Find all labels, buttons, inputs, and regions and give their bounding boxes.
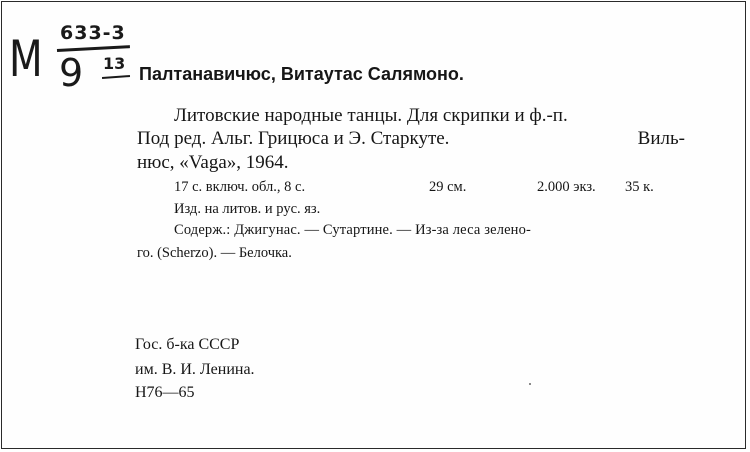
title-line-1: Литовские народные танцы. Для скрипки и ф.-п. <box>174 105 568 126</box>
author-heading: Палтанавичюс, Витаутас Салямоно. <box>139 64 464 84</box>
holder-line-3: Н76—65 <box>135 384 195 401</box>
catalog-card <box>1 1 746 449</box>
shelfmark-bottom-left: 9 <box>59 51 84 95</box>
title-line-2-left: Под ред. Альг. Грицюса и Э. Старкуте. <box>137 128 450 149</box>
physical-price: 35 к. <box>625 179 654 195</box>
language-note: Изд. на литов. и рус. яз. <box>174 201 321 217</box>
shelfmark-underline <box>102 75 130 79</box>
physical-copies: 2.000 экз. <box>537 179 596 195</box>
shelfmark-letter: M <box>9 30 43 88</box>
physical-size: 29 см. <box>429 179 467 195</box>
title-line-3: нюс, «Vaga», 1964. <box>137 152 289 173</box>
title-line-2-right: Виль- <box>637 128 685 149</box>
physical-pages: 17 с. включ. обл., 8 с. <box>174 179 306 195</box>
speck <box>529 383 531 385</box>
holder-line-2: им. В. И. Ленина. <box>135 361 255 378</box>
title-line-2 <box>137 128 685 152</box>
holder-line-1: Гос. б-ка СССР <box>135 336 240 353</box>
contents-line-1: Содерж.: Джигунас. — Сутартине. — Из-за леса зелено- <box>174 222 531 238</box>
contents-line-2: го. (Scherzo). — Белочка. <box>137 245 292 261</box>
shelfmark-top-number: 633-3 <box>60 22 126 44</box>
shelfmark-bottom-right: 13 <box>103 54 126 73</box>
